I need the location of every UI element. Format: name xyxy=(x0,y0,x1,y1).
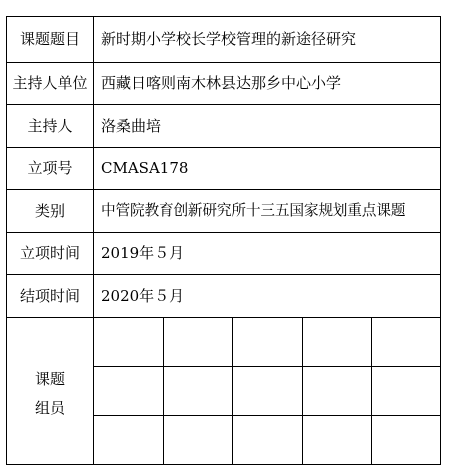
label-project-number: 立项号 xyxy=(27,159,73,177)
row-divider xyxy=(6,147,440,148)
label-project-title: 课题题目 xyxy=(19,30,80,48)
table-border-top xyxy=(6,16,440,17)
value-category: 中管院教育创新研究所十三五国家规划重点课题 xyxy=(101,202,406,219)
value-completion-date: 2020年５月 xyxy=(101,287,185,305)
row-divider xyxy=(6,189,440,190)
label-host-unit: 主持人单位 xyxy=(12,74,88,92)
label-approval-date: 立项时间 xyxy=(19,244,80,262)
member-grid-divider xyxy=(371,317,372,465)
row-divider xyxy=(6,104,440,105)
label-column-divider xyxy=(93,16,94,465)
table-border-right xyxy=(440,16,441,465)
row-divider xyxy=(6,232,440,233)
value-approval-date: 2019年５月 xyxy=(101,244,185,262)
member-grid-divider xyxy=(232,317,233,465)
value-project-number: CMASA178 xyxy=(101,159,189,177)
member-grid-divider xyxy=(302,317,303,465)
label-category: 类别 xyxy=(34,202,65,220)
label-host: 主持人 xyxy=(27,117,73,135)
member-grid-divider xyxy=(93,415,440,416)
value-project-title: 新时期小学校长学校管理的新途径研究 xyxy=(101,30,357,48)
label-completion-date: 结项时间 xyxy=(19,287,80,305)
table-border-bottom xyxy=(6,464,440,465)
row-divider xyxy=(6,317,440,318)
value-host: 洛桑曲培 xyxy=(101,117,162,135)
row-divider xyxy=(6,62,440,63)
value-host-unit: 西藏日喀则南木林县达那乡中心小学 xyxy=(101,74,342,92)
member-grid-divider xyxy=(93,366,440,367)
row-divider xyxy=(6,274,440,275)
label-members-line2: 组员 xyxy=(34,399,65,417)
label-members-line1: 课题 xyxy=(34,370,65,388)
member-grid-divider xyxy=(163,317,164,465)
